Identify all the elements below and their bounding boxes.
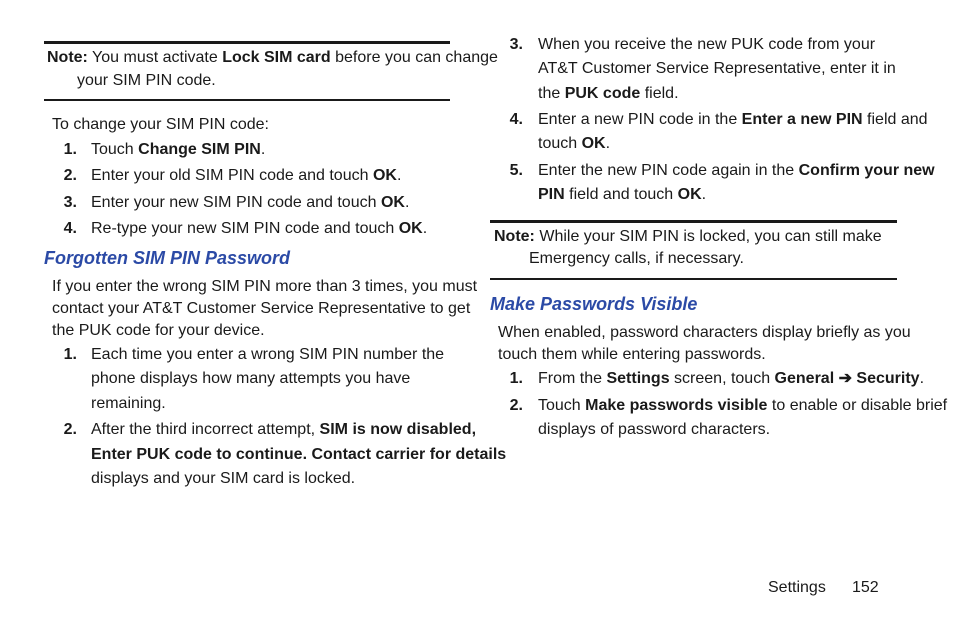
note-label: Note:	[494, 228, 535, 245]
step-text: Enter your new SIM PIN code and touch OK.	[91, 194, 410, 211]
step-text: phone displays how many attempts you have	[91, 370, 411, 387]
step-text: Enter a new PIN code in the Enter a new PIN field and	[538, 111, 928, 128]
step-text: displays and your SIM card is locked.	[91, 470, 356, 487]
footer-section: Settings	[768, 579, 826, 596]
step-text: AT&T Customer Service Representative, enter it in	[538, 60, 896, 77]
step-number: 2.	[63, 167, 77, 184]
note-line-1: Note: While your SIM PIN is locked, you can still make	[494, 228, 882, 245]
note-line-1: Note: You must activate Lock SIM card before you can change	[47, 49, 498, 66]
step-text: When you receive the new PUK code from your	[538, 36, 876, 53]
step-text: Each time you enter a wrong SIM PIN number the	[91, 346, 445, 363]
step-text: PIN field and touch OK.	[538, 186, 707, 203]
step-number: 2.	[509, 397, 523, 414]
paragraph-line: the PUK code for your device.	[52, 322, 265, 339]
step-text: After the third incorrect attempt, SIM is now disabled,	[91, 421, 477, 438]
page-number: 152	[852, 579, 879, 596]
paragraph-line: If you enter the wrong SIM PIN more than 3 times, you must	[52, 278, 478, 295]
step-text: Touch Change SIM PIN.	[91, 141, 266, 158]
step-text: Enter PUK code to continue. Contact carrier for details	[91, 446, 507, 463]
note-line-2: your SIM PIN code.	[77, 72, 216, 89]
paragraph-line: contact your AT&T Customer Service Representative to get	[52, 300, 471, 317]
step-text: Enter your old SIM PIN code and touch OK.	[91, 167, 402, 184]
heading-make-passwords-visible: Make Passwords Visible	[490, 294, 698, 314]
step-number: 3.	[63, 194, 77, 211]
step-text: displays of password characters.	[538, 421, 771, 438]
step-number: 1.	[509, 370, 523, 387]
step-number: 1.	[63, 346, 77, 363]
step-text: Re-type your new SIM PIN code and touch OK.	[91, 220, 428, 237]
step-number: 1.	[63, 141, 77, 158]
heading-forgotten-sim-pin: Forgotten SIM PIN Password	[44, 248, 291, 268]
step-number: 4.	[509, 111, 523, 128]
paragraph-line: touch them while entering passwords.	[498, 346, 766, 363]
intro-text: To change your SIM PIN code:	[52, 116, 269, 133]
step-text: touch OK.	[538, 135, 611, 152]
step-number: 4.	[63, 220, 77, 237]
paragraph-line: When enabled, password characters display briefly as you	[498, 324, 911, 341]
step-text: Enter the new PIN code again in the Confirm your new	[538, 162, 935, 179]
step-number: 2.	[63, 421, 77, 438]
step-text: remaining.	[91, 395, 166, 412]
step-number: 3.	[509, 36, 523, 53]
note-line-2: Emergency calls, if necessary.	[529, 250, 744, 267]
step-number: 5.	[509, 162, 523, 179]
step-text: the PUK code field.	[538, 85, 679, 102]
note-label: Note:	[47, 49, 88, 66]
step-text: Touch Make passwords visible to enable or disable brief	[538, 397, 948, 414]
step-text: From the Settings screen, touch General ➔ Security.	[538, 370, 925, 387]
